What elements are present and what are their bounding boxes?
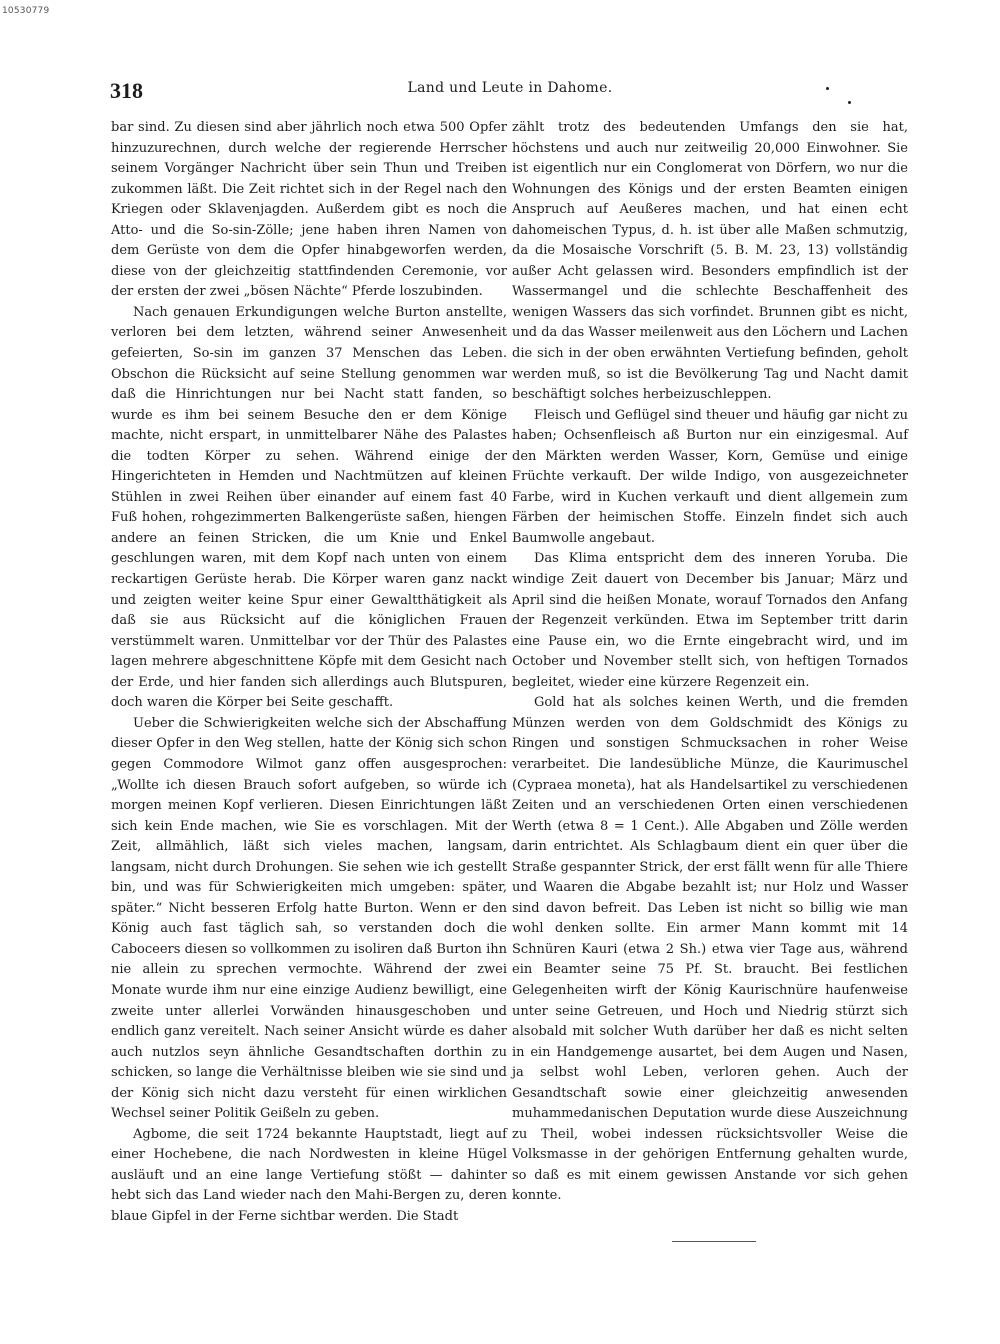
paragraph: Das Klima entspricht dem des inneren Yoruba. Die windige Zeit dauert von December bis Januar; März und April sind die heißen Monate, worauf Tornados den Anfang der Regenzeit verkünden. Etwa im September tritt darin eine Pause ein, wo die Ernte eingebracht wird, und im October und November stellt sich, von heftigen Tornados begleitet, wieder eine kürzere Regenzeit ein. <box>512 551 908 690</box>
paragraph: Fleisch und Geflügel sind theuer und häufig gar nicht zu haben; Ochsenfleisch aß Burton nur ein einzigesmal. Auf den Märkten werden Wasser, Korn, Gemüse und einige Früchte verkauft. Der wilde Indigo, von ausgezeichneter Farbe, wird in Kuchen verkauft und dient allgemein zum Färben der heimischen Stoffe. Einzeln findet sich auch Baumwolle angebaut. <box>512 407 908 546</box>
running-head: Land und Leute in Dahome. <box>407 80 613 96</box>
paragraph: Gold hat als solches keinen Werth, und die fremden Münzen werden von dem Goldschmidt des Königs zu Ringen und sonstigen Schmucksachen in roher Weise verarbeitet. Die landesübliche Münze, die Kaurimuschel (Cypraea moneta), hat als Handelsartikel zu verschiedenen Zeiten und an verschiedenen Orten einen verschiedenen Werth (etwa 8 = 1 Cent.). Alle Abgaben und Zölle werden darin entrichtet. Als Schlagbaum dient ein quer über die Straße gespannter Strick, der erst fällt wenn für alle Thiere und Waaren die Abgabe bezahlt ist; nur Holz und Wasser sind davon befreit. Das Leben ist nicht so billig wie man wohl denken sollte. Ein armer Mann kommt mit 14 Schnüren Kauri (etwa 2 Sh.) etwa vier Tage aus, während ein Beamter seine 75 Pf. St. braucht. Bei festlichen Gelegenheiten wirft der König Kaurischnüre haufenweise unter seine Getreuen, und Hoch und Niedrig stürzt sich alsobald mit solcher Wuth darüber her daß es nicht selten in ein Handgemenge ausartet, bei dem Augen und Nasen, ja selbst wohl Leben, verloren gehen. Auch der Gesandtschaft sowie einer gleichzeitig anwesenden muhammedanischen Deputation wurde diese Auszeichnung zu Theil, wobei indessen rücksichtsvoller Weise die Volksmasse in der gehörigen Entfernung gehalten wurde, so daß es mit einem gewissen Anstande vor sich gehen konnte. <box>512 695 908 1204</box>
scan-id-label: 10530779 <box>2 6 50 16</box>
paragraph: Nach genauen Erkundigungen welche Burton anstellte, verloren bei dem letzten, während seiner Anwesenheit gefeierten, So-sin im ganzen 37 Menschen das Leben. Obschon die Rücksicht auf seine Stellung genommen war daß die Hinrichtungen nur bei Nacht statt fanden, so wurde es ihm bei seinem Besuche den er dem Könige machte, nicht erspart, in unmittelbarer Nähe des Palastes die todten Körper zu sehen. Während einige der Hingerichteten in Hemden und Nachtmützen auf kleinen Stühlen in zwei Reihen über einander auf einem fast 40 Fuß hohen, rohgezimmerten Balkengerüste saßen, hiengen andere an feinen Stricken, die um Knie und Enkel geschlungen waren, mit dem Kopf nach unten von einem reckartigen Gerüste herab. Die Körper waren ganz nackt und zeigten weiter keine Spur einer Gewaltthätigkeit als daß sie aus Rücksicht auf die königlichen Frauen verstümmelt waren. Unmittelbar vor der Thür des Palastes lagen mehrere abgeschnittene Köpfe mit dem Gesicht nach der Erde, und hier fanden sich allerdings auch Blutspuren, doch waren die Körper bei Seite geschafft. <box>111 304 507 711</box>
paragraph: zählt trotz des bedeutenden Umfangs den sie hat, höchstens und auch nur zeitweilig 20,000 Einwohner. Sie ist eigentlich nur ein Conglomerat von Dörfern, wo nur die Wohnungen des Königs und der ersten Beamten einigen Anspruch auf Aeußeres machen, und hat einen echt dahomeischen Typus, d. h. ist über alle Maßen schmutzig, da die Mosaische Vorschrift (5. B. M. 23, 13) vollständig außer Acht gelassen wird. Besonders empfindlich ist der Wassermangel und die schlechte Beschaffenheit des wenigen Wassers das sich vorfindet. Brunnen gibt es nicht, und da das Wasser meilenweit aus den Löchern und Lachen die sich in der oben erwähnten Vertiefung befinden, geholt werden muß, so ist die Bevölkerung Tag und Nacht damit beschäftigt solches herbeizuschleppen. <box>512 120 908 403</box>
speck-mark <box>826 87 829 90</box>
section-end-rule <box>672 1241 756 1242</box>
left-text-column <box>111 118 507 1228</box>
paragraph: bar sind. Zu diesen sind aber jährlich noch etwa 500 Opfer hinzuzurechnen, durch welche der regierende Herrscher seinem Vorgänger Nachricht über sein Thun und Treiben zukommen läßt. Die Zeit richtet sich in der Regel nach den Kriegen oder Sklavenjagden. Außerdem gibt es noch die Atto- und die So-sin-Zölle; jene haben ihren Namen von dem Gerüste von dem die Opfer hinabgeworfen werden, diese von der gleichzeitig stattfindenden Ceremonie, vor der ersten der zwei „bösen Nächte“ Pferde loszubinden. <box>111 120 507 300</box>
page-number: 318 <box>110 78 143 103</box>
paragraph: Ueber die Schwierigkeiten welche sich der Abschaffung dieser Opfer in den Weg stellen, hatte der König sich schon gegen Commodore Wilmot ganz offen ausgesprochen: „Wollte ich diesen Brauch sofort aufgeben, so würde ich morgen meinen Kopf verlieren. Diesen Einrichtungen läßt sich kein Ende machen, wie Sie es vorschlagen. Mit der Zeit, allmählich, läßt sich vieles machen, langsam, langsam, nicht durch Drohungen. Sie sehen wie ich gestellt bin, und was für Schwierigkeiten mich umgeben: später, später.“ Nicht besseren Erfolg hatte Burton. Wenn er den König auch fast täglich sah, so verstanden doch die Caboceers diesen so vollkommen zu isoliren daß Burton ihn nie allein zu sprechen vermochte. Während der zwei Monate wurde ihm nur eine einzige Audienz bewilligt, eine zweite unter allerlei Vorwänden hinausgeschoben und endlich ganz vereitelt. Nach seiner Ansicht würde es daher auch nutzlos seyn ähnliche Gesandtschaften dorthin zu schicken, so lange die Verhältnisse bleiben wie sie sind und der König sich nicht dazu versteht für einen wirklichen Wechsel seiner Politik Geißeln zu geben. <box>111 715 507 1122</box>
paragraph: Agbome, die seit 1724 bekannte Hauptstadt, liegt auf einer Hochebene, die nach Nordwesten in kleine Hügel ausläuft und an eine lange Vertiefung stößt — dahinter hebt sich das Land wieder nach den Mahi-Bergen zu, deren blaue Gipfel in der Ferne sichtbar werden. Die Stadt <box>111 1126 507 1224</box>
speck-mark <box>848 101 851 104</box>
right-text-column <box>512 118 908 1207</box>
